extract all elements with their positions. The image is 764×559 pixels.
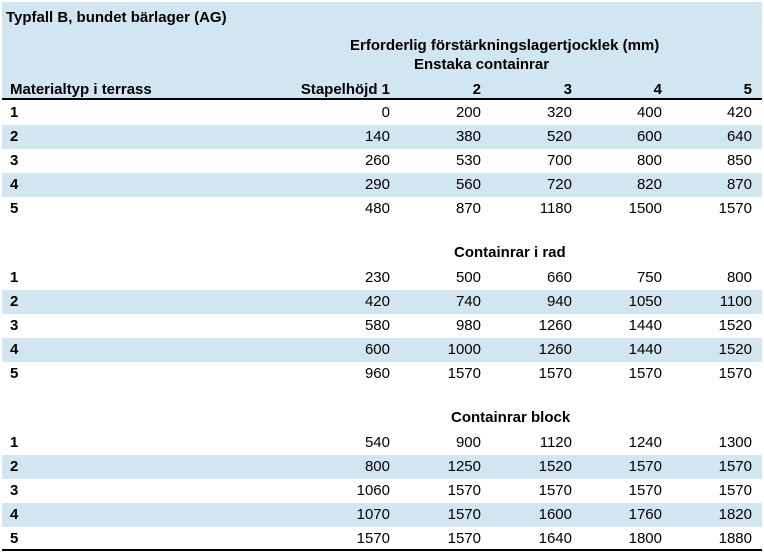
material-column-header: Materialtyp i terrass [10,81,152,98]
thickness-cell: 420 [364,293,390,310]
thickness-cell: 800 [726,269,752,286]
thickness-cell: 660 [546,269,572,286]
thickness-cell: 1570 [447,365,481,382]
thickness-cell: 720 [546,176,572,193]
thickness-cell: 400 [636,104,662,121]
material-type-cell: 4 [10,506,19,523]
thickness-cell: 260 [364,152,390,169]
table-row [2,149,762,173]
material-type-cell: 5 [10,530,19,547]
thickness-cell: 0 [381,104,390,121]
material-type-cell: 4 [10,341,19,358]
table-row [2,527,762,551]
thickness-cell: 1820 [718,506,752,523]
table-row [2,125,762,149]
bottom-divider [2,549,762,551]
thickness-cell: 850 [726,152,752,169]
thickness-cell: 1570 [356,530,390,547]
table-row [2,431,762,455]
thickness-cell: 1520 [718,317,752,334]
material-type-cell: 5 [10,365,19,382]
thickness-cell: 1260 [538,341,572,358]
thickness-cell: 1050 [628,293,662,310]
thickness-cell: 700 [546,152,572,169]
thickness-cell: 1500 [628,200,662,217]
table-row [2,101,762,125]
thickness-cell: 1440 [628,341,662,358]
thickness-cell: 1440 [628,317,662,334]
thickness-cell: 1570 [718,200,752,217]
required-thickness-heading: Erforderlig förstärkningslagertjocklek (mm) [350,37,660,54]
thickness-cell: 1000 [447,341,481,358]
table-row [2,314,762,338]
thickness-cell: 1570 [628,458,662,475]
thickness-cell: 140 [364,128,390,145]
material-type-cell: 1 [10,269,19,286]
thickness-cell: 320 [546,104,572,121]
thickness-cell: 1180 [539,200,572,217]
thickness-cell: 980 [455,317,481,334]
table-row [2,173,762,197]
table-row [2,290,762,314]
material-type-cell: 2 [10,128,19,145]
thickness-cell: 640 [726,128,752,145]
material-type-cell: 5 [10,200,19,217]
thickness-cell: 230 [364,269,390,286]
thickness-cell: 600 [636,128,662,145]
thickness-cell: 900 [455,434,481,451]
thickness-cell: 740 [455,293,481,310]
header-divider [2,98,762,100]
thickness-cell: 870 [726,176,752,193]
thickness-cell: 520 [546,128,572,145]
material-type-cell: 3 [10,317,19,334]
section-title-enstaka: Enstaka containrar [414,56,550,73]
thickness-cell: 800 [636,152,662,169]
table-title: Typfall B, bundet bärlager (AG) [6,9,227,26]
thickness-cell: 800 [364,458,390,475]
thickness-table [2,2,762,553]
material-type-cell: 4 [10,176,19,193]
table-row [2,362,762,386]
table-row [2,197,762,221]
thickness-cell: 1520 [718,341,752,358]
material-type-cell: 1 [10,104,19,121]
thickness-cell: 1570 [447,506,481,523]
stack-height-header-1: Stapelhöjd 1 [300,81,390,98]
thickness-cell: 1240 [628,434,662,451]
thickness-cell: 1570 [538,365,572,382]
thickness-cell: 1060 [356,482,390,499]
thickness-cell: 1570 [447,482,481,499]
material-type-cell: 2 [10,458,19,475]
thickness-cell: 1600 [538,506,572,523]
thickness-cell: 1570 [447,530,481,547]
stack-height-header-2: 2 [472,81,481,98]
thickness-cell: 530 [455,152,481,169]
section-title-i-rad: Containrar i rad [454,244,566,261]
material-type-cell: 2 [10,293,19,310]
thickness-cell: 1260 [538,317,572,334]
thickness-cell: 290 [364,176,390,193]
thickness-cell: 1520 [538,458,572,475]
thickness-cell: 580 [364,317,390,334]
stack-height-header-4: 4 [653,81,662,98]
material-type-cell: 3 [10,152,19,169]
table-row [2,266,762,290]
thickness-cell: 540 [364,434,390,451]
thickness-cell: 1800 [628,530,662,547]
thickness-cell: 1100 [719,293,752,310]
thickness-cell: 1570 [628,482,662,499]
thickness-cell: 1760 [628,506,662,523]
thickness-cell: 940 [546,293,572,310]
section-title-block: Containrar block [451,409,571,426]
material-type-cell: 1 [10,434,19,451]
thickness-cell: 1250 [447,458,481,475]
table-row [2,455,762,479]
thickness-cell: 420 [726,104,752,121]
thickness-cell: 1570 [538,482,572,499]
table-row [2,479,762,503]
thickness-cell: 1570 [718,365,752,382]
thickness-cell: 1070 [356,506,390,523]
table-row [2,503,762,527]
table-row [2,338,762,362]
thickness-cell: 870 [455,200,481,217]
thickness-cell: 1570 [628,365,662,382]
thickness-cell: 1640 [538,530,572,547]
thickness-cell: 200 [455,104,481,121]
stack-height-header-3: 3 [563,81,572,98]
stack-height-header-5: 5 [743,81,752,98]
thickness-cell: 500 [455,269,481,286]
thickness-cell: 480 [364,200,390,217]
thickness-cell: 820 [636,176,662,193]
thickness-cell: 1880 [718,530,752,547]
thickness-cell: 560 [455,176,481,193]
thickness-cell: 600 [364,341,390,358]
thickness-cell: 1120 [539,434,572,451]
thickness-cell: 750 [636,269,662,286]
thickness-cell: 1570 [718,482,752,499]
thickness-cell: 1570 [718,458,752,475]
thickness-cell: 1300 [718,434,752,451]
material-type-cell: 3 [10,482,19,499]
thickness-cell: 960 [364,365,390,382]
thickness-cell: 380 [455,128,481,145]
